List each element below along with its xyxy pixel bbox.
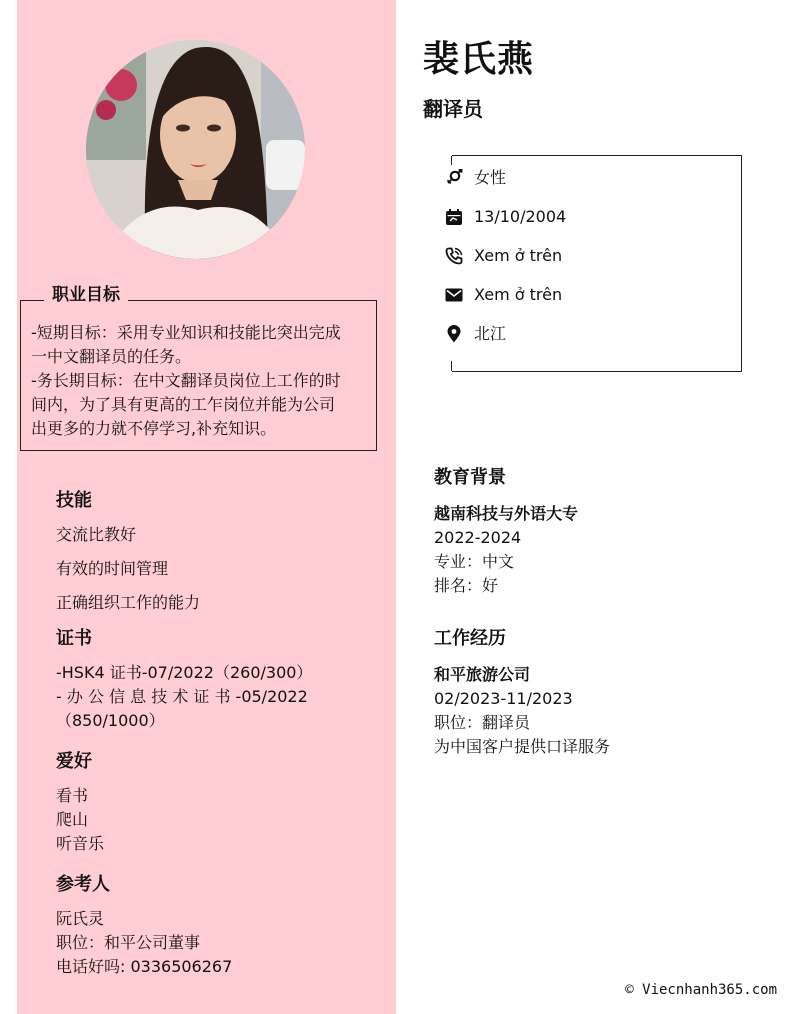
experience-description: 为中国客户提供口译服务: [434, 737, 611, 756]
contact-gender: [445, 166, 506, 190]
skill-item: 交流比教好: [56, 525, 137, 544]
hobby-item: 爬山: [56, 810, 89, 829]
career-objective-title: 职业目标: [44, 284, 128, 306]
skill-item: 正确组织工作的能力: [56, 593, 201, 612]
experience-title: 工作经历: [434, 628, 506, 649]
experience-position: 职位：翻译员: [434, 713, 531, 732]
skills-title: 技能: [56, 490, 92, 511]
education-title: 教育背景: [434, 467, 506, 488]
phone-text: Xem ở trên: [474, 246, 563, 265]
email-icon: [445, 286, 463, 304]
email-text: Xem ở trên: [474, 285, 563, 304]
address-text: 北江: [474, 324, 507, 343]
career-objective-text: -短期目标：采用专业知识和技能比突出完成 一中文翻译员的任务。 -务长期目标：在中文翻译员岗位上工作的时 间内，为了具有更高的工乍岗位并能为公司 出更多的力就不停学习,补充知识。: [31, 323, 341, 438]
education-major: 专业：中文: [434, 552, 515, 571]
footer-watermark[interactable]: © Viecnhanh365.com: [625, 982, 777, 998]
gender-text: 女性: [474, 168, 507, 187]
experience-period: 02/2023-11/2023: [434, 689, 573, 708]
hobbies-title: 爱好: [56, 751, 92, 772]
experience-company: 和平旅游公司: [434, 665, 531, 684]
certificate-item: - 办 公 信 息 技 术 证 书 -05/2022: [56, 687, 308, 706]
references-title: 参考人: [56, 874, 110, 895]
reference-line: 职位：和平公司董事: [56, 933, 201, 952]
candidate-name: 裴氏燕: [423, 39, 535, 80]
hobby-item: 看书: [56, 786, 89, 805]
contact-phone: [445, 244, 562, 268]
education-school: 越南科技与外语大专: [434, 504, 579, 523]
contact-email: [445, 283, 562, 307]
reference-line: 电话好吗: 0336506267: [56, 957, 233, 976]
contact-address: [445, 322, 506, 346]
certificate-item-score: （850/1000）: [56, 711, 165, 730]
certificate-item: -HSK4 证书-07/2022（260/300）: [56, 663, 313, 682]
profile-photo: [86, 40, 305, 259]
certificates-title: 证书: [56, 628, 92, 649]
hobby-item: 听音乐: [56, 834, 105, 853]
skill-item: 有效的时间管理: [56, 559, 169, 578]
gender-icon: [445, 169, 463, 187]
calendar-icon: [445, 208, 463, 226]
birthdate-text: 13/10/2004: [474, 207, 567, 226]
contact-birthdate: [445, 205, 566, 229]
candidate-job-title: 翻译员: [423, 97, 483, 121]
education-period: 2022-2024: [434, 528, 522, 547]
reference-line: 阮氏灵: [56, 909, 105, 928]
education-rank: 排名：好: [434, 576, 499, 595]
location-pin-icon: [445, 325, 463, 343]
phone-icon: [445, 247, 463, 265]
